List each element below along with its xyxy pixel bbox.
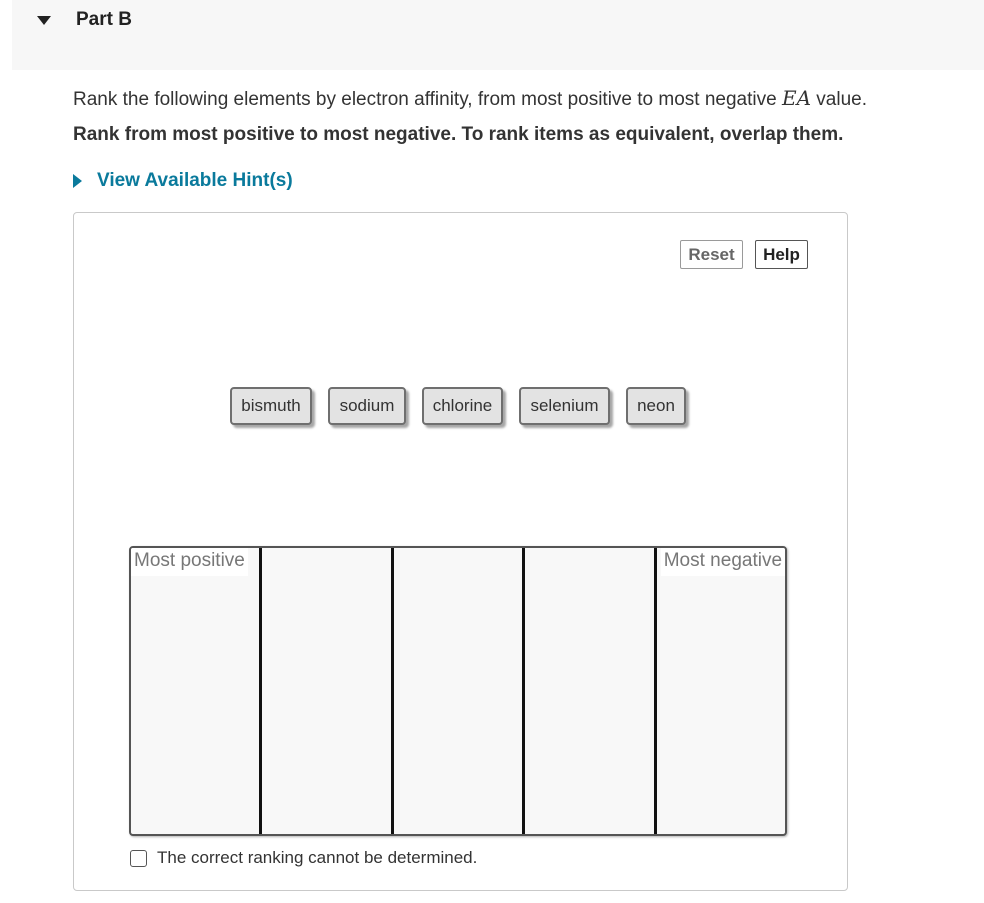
part-header xyxy=(12,0,984,70)
view-hints-link[interactable] xyxy=(73,170,293,192)
cannot-determine-option[interactable] xyxy=(130,848,477,868)
caret-down-icon[interactable] xyxy=(34,12,54,28)
tile-selenium[interactable]: selenium xyxy=(519,387,610,425)
ranking-slot-3[interactable] xyxy=(394,548,525,834)
most-negative-label: Most negative xyxy=(661,548,785,576)
caret-right-icon xyxy=(73,174,82,188)
ranking-panel xyxy=(73,212,848,891)
most-positive-label: Most positive xyxy=(131,548,248,576)
item-tiles xyxy=(230,387,702,429)
math-symbol-ea: EA xyxy=(781,86,812,110)
ranking-drop-zone xyxy=(129,546,787,836)
ranking-slot-2[interactable] xyxy=(262,548,393,834)
ranking-slot-5[interactable] xyxy=(657,548,785,834)
tile-sodium[interactable]: sodium xyxy=(328,387,406,425)
ranking-slot-4[interactable] xyxy=(525,548,656,834)
instruction-text: Rank from most positive to most negative. To rank items as equivalent, overlap them. xyxy=(73,124,844,145)
tile-neon[interactable]: neon xyxy=(626,387,686,425)
cannot-determine-label: The correct ranking cannot be determined. xyxy=(157,848,478,867)
tile-chlorine[interactable]: chlorine xyxy=(422,387,503,425)
view-hints-label: View Available Hint(s) xyxy=(97,170,293,191)
reset-button[interactable]: Reset xyxy=(680,240,743,269)
question-text-before: Rank the following elements by electron affinity, from most positive to most negative xyxy=(73,89,782,110)
question-text xyxy=(73,86,867,111)
part-title: Part B xyxy=(76,9,132,30)
ranking-slot-1[interactable] xyxy=(131,548,262,834)
question-text-after: value. xyxy=(811,89,867,110)
help-button[interactable]: Help xyxy=(755,240,808,269)
cannot-determine-checkbox[interactable] xyxy=(130,850,147,867)
tile-bismuth[interactable]: bismuth xyxy=(230,387,312,425)
